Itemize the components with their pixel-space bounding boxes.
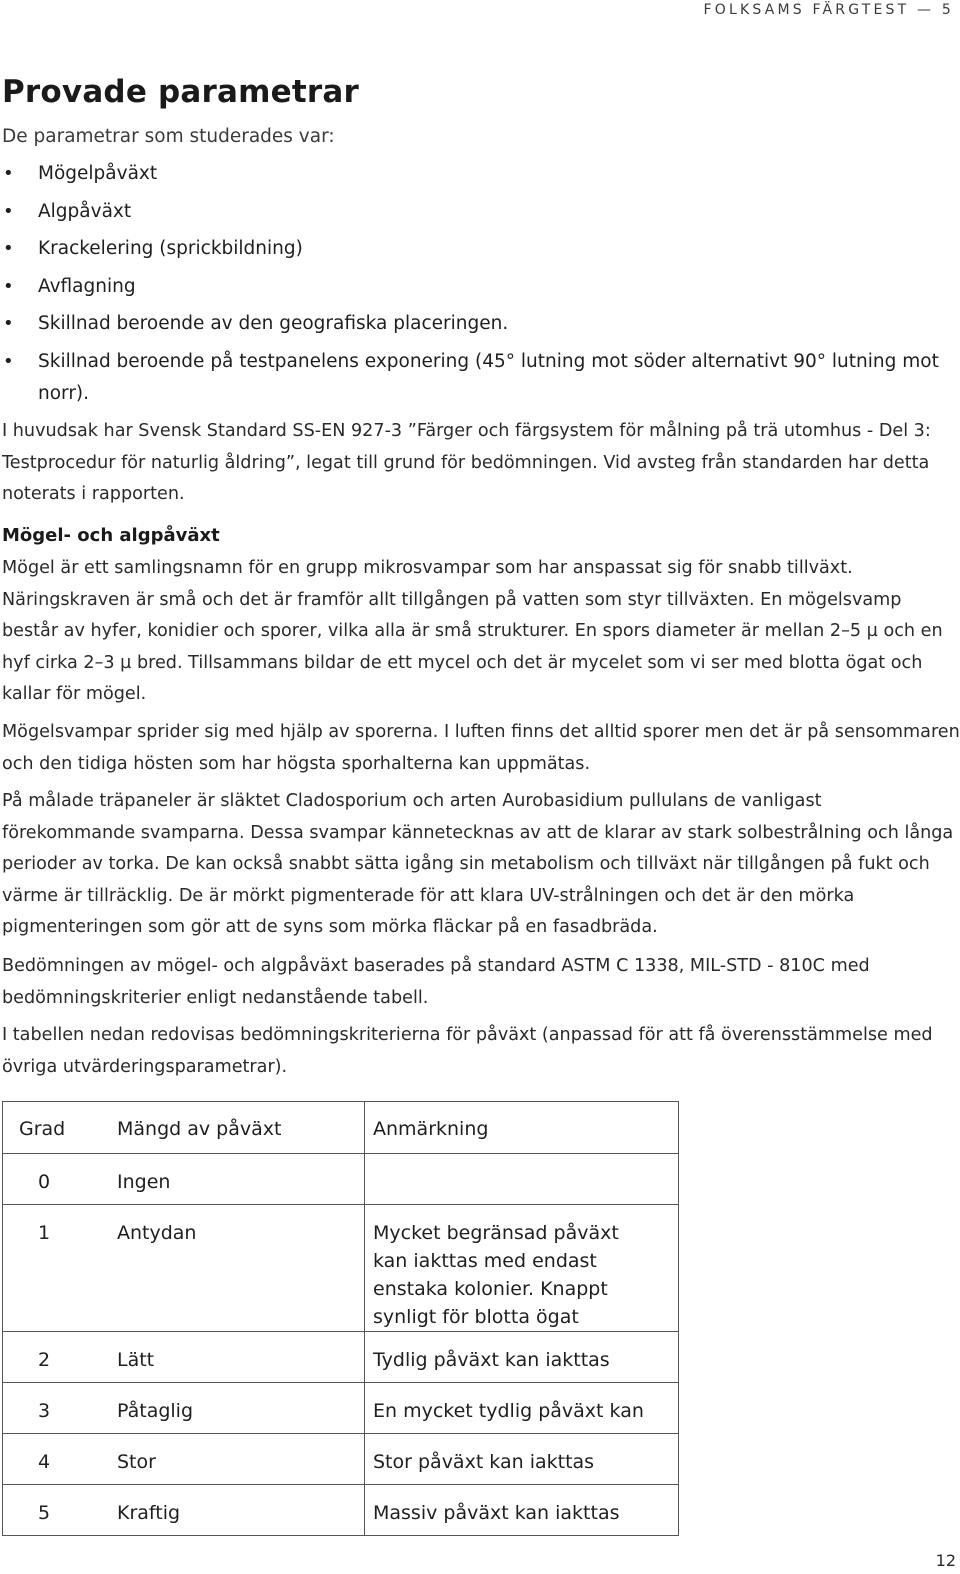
grade-cell: 1 (3, 1205, 102, 1332)
table-row (3, 1332, 679, 1383)
parameter-list (0, 158, 950, 415)
list-item (0, 271, 950, 303)
column-header-note: Anmärkning (365, 1102, 679, 1154)
list-item (0, 233, 950, 265)
list-item-label: Krackelering (sprickbildning) (38, 238, 303, 259)
grade-cell: 0 (3, 1154, 102, 1205)
table-row (3, 1205, 679, 1332)
amount-cell: Påtaglig (101, 1383, 365, 1434)
amount-cell: Lätt (101, 1332, 365, 1383)
amount-cell: Kraftig (101, 1485, 365, 1536)
note-cell: Stor påväxt kan iakttas (365, 1434, 679, 1485)
body-paragraph: Bedömningen av mögel- och algpåväxt baserades på standard ASTM C 1338, MIL-STD - 810C med bedömningskriterier enligt nedanstående tabell. (2, 956, 870, 1008)
table-row (3, 1485, 679, 1536)
note-cell: Massiv påväxt kan iakttas (365, 1485, 679, 1536)
page-title: Provade parametrar (2, 74, 359, 110)
page-number: 12 (935, 1551, 956, 1570)
note-cell: Mycket begränsad påväxt kan iakttas med endast enstaka kolonier. Knappt synligt för blotta ögat (365, 1205, 679, 1332)
grade-cell: 3 (3, 1383, 102, 1434)
bullet-icon: • (3, 275, 14, 297)
note-cell (365, 1154, 679, 1205)
body-paragraph: På målade träpaneler är släktet Cladosporium och arten Aurobasidium pullulans de vanligast förekommande svamparna. Dessa svampar kännetecknas av att de klarar av stark solbestrålning och långa perioder av torka. De kan också snabbt sätta igång sin metabolism och tillväxt när tillgången på fukt och värme är tillräcklig. De är mörkt pigmenterade för att klara UV-strålningen och det är den mörka pigmenteringen som gör att de syns som mörka fläckar på en fasadbräda. (2, 791, 954, 938)
amount-cell: Antydan (101, 1205, 365, 1332)
list-item (0, 158, 950, 190)
list-item-label: Skillnad beroende på testpanelens exponering (45° lutning mot söder alternativt 90° lutning mot norr). (38, 350, 939, 404)
list-item (0, 196, 950, 228)
list-item-label: Mögelpåväxt (38, 163, 158, 184)
grade-cell: 4 (3, 1434, 102, 1485)
list-item-label: Algpåväxt (38, 200, 132, 222)
list-item (0, 346, 950, 410)
note-cell: Tydlig påväxt kan iakttas (365, 1332, 679, 1383)
grade-cell: 2 (3, 1332, 102, 1383)
standard-paragraph: I huvudsak har Svensk Standard SS-EN 927-3 ”Färger och färgsystem för målning på trä utomhus - Del 3: Testprocedur för naturlig åldring”, legat till grund för bedömningen. Vid avsteg från standarden har detta noterats i rapporten. (2, 421, 931, 505)
amount-cell: Stor (101, 1434, 365, 1485)
table-header-row (3, 1102, 679, 1154)
bullet-icon: • (3, 350, 14, 372)
note-cell: En mycket tydlig påväxt kan (365, 1383, 679, 1434)
table-row (3, 1434, 679, 1485)
column-header-grade: Grad (3, 1102, 102, 1154)
growth-criteria-table (2, 1101, 679, 1536)
running-header: FOLKSAMS FÄRGTEST — 5 (703, 2, 954, 18)
grade-cell: 5 (3, 1485, 102, 1536)
section-heading: Mögel- och algpåväxt (2, 525, 220, 546)
column-header-amount: Mängd av påväxt (101, 1102, 365, 1154)
table-row (3, 1383, 679, 1434)
body-paragraph: I tabellen nedan redovisas bedömningskriterierna för påväxt (anpassad för att få överensstämmelse med övriga utvärderingsparametrar). (2, 1025, 933, 1077)
list-item-label: Skillnad beroende av den geografiska placeringen. (38, 313, 509, 334)
amount-cell: Ingen (101, 1154, 365, 1205)
bullet-icon: • (3, 200, 14, 222)
body-paragraph: Mögelsvampar sprider sig med hjälp av sporerna. I luften finns det alltid sporer men det är på sensommaren och den tidiga hösten som har högsta sporhalterna kan uppmätas. (2, 722, 960, 774)
list-item-label: Avflagning (38, 275, 136, 297)
intro-text: De parametrar som studerades var: (2, 126, 335, 147)
table-row (3, 1154, 679, 1205)
bullet-icon: • (3, 163, 14, 184)
list-item (0, 308, 950, 340)
body-paragraph: Mögel är ett samlingsnamn för en grupp mikrosvampar som har anspassat sig för snabb tillväxt. Näringskraven är små och det är framför allt tillgången på vatten som styr tillväxten. En mögelsvamp består av hyfer, konidier och sporer, vilka alla är små strukturer. En spors diameter är mellan 2–5 µ och en hyf cirka 2–3 µ bred. Tillsammans bildar de ett mycel och det är mycelet som vi ser med blotta ögat och kallar för mögel. (2, 558, 943, 705)
bullet-icon: • (3, 313, 14, 334)
bullet-icon: • (3, 238, 14, 259)
